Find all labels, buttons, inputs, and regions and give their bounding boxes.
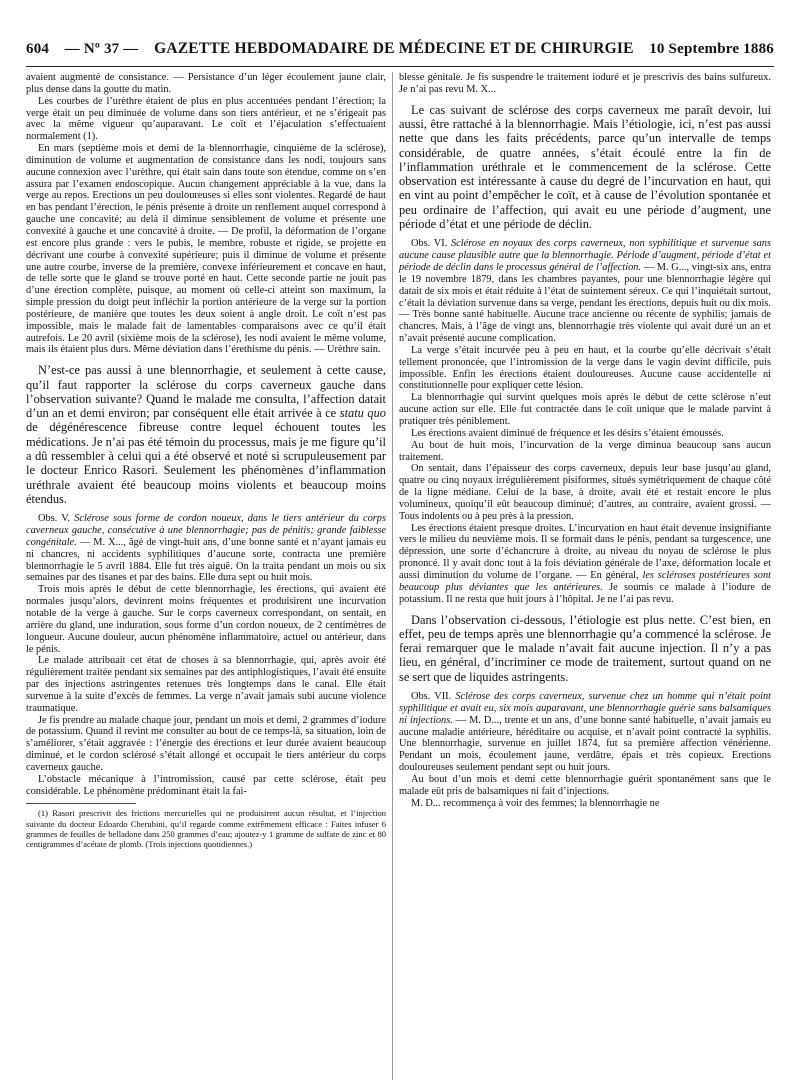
left-column [26,72,386,849]
observation-label: Obs. VI. [411,238,448,250]
paragraph: blesse génitale. Je fis suspendre le traitement ioduré et je prescrivis des bains sulfureux. Je n’ai pas revu M. X... [399,72,771,95]
paragraph: M. D... recommença à voir des femmes; la blennorrhagie ne [411,797,660,809]
paragraph: La verge s’était incurvée peu à peu en haut, et la courbe qu’elle décrivait s’était tellement prononcée, que l’intromission de la verge dans le vagin devint difficile, puis impossible. Enfin les érections étaient douloureuses. Aucune cause accidentelle ni constitutionnelle pour expliquer cette lésion. [399,344,771,392]
paragraph: Je fis prendre au malade chaque jour, pendant un mois et demi, 2 grammes d’iodure de potassium. Quand il revint me consulter au bout de ce temps-là, sa situation, loin de s’améliorer, s’était aggravée : l’énergie des érections et leur durée avaient beaucoup diminué, et le cordon sclérosé s’était allongé et occupait le tiers antérieur du corps caverneux gauche. [26,714,386,773]
observation-title: Sclérose en noyaux des corps caverneux, non syphilitique et survenue sans aucune cause plausible autre que la blennorrhagie. Période d’augment, période d’état et période de déclin dans le processus général de l’affection. [399,238,772,274]
italic-phrase: les scléroses postérieures sont beaucoup plus déviantes que les antérieures. [399,569,771,593]
paragraph: Au bout d’un mois et demi cette blennorrhagie guérit spontanément sans que le malade eût pris de balsamiques ni fait d’injections. [399,773,771,797]
paragraph: N’est-ce pas aussi à une blennorrhagie, et seulement à cette cause, qu’il faut rapporter la sclérose du corps caverneux gauche dans l’observation suivante? Quand le malade me consulta, l’affection datait d’un an et demi environ; par conséquent elle était arrivée à ce statu quo de dégénérescence fibreuse contre lequel échouent toutes les médications. Je n’ai pas été témoin du processus, mais je me figure qu’il a dû ressembler à celui qui a été observé et noté si scrupuleusement par le docteur Enrico Rasori. Seulement les phénomènes d’inflammation uréthrale avaient été beaucoup moins violents et beaucoup moins étendus. [26,363,386,506]
paragraph: Au bout de huit mois, l’incurvation de la verge diminua beaucoup sans aucun traitement. [399,439,771,463]
paragraph: Dans l’observation ci-dessous, l’étiologie est plus nette. C’est bien, en effet, peu de temps après une blennorrhagie qu’a commencé la sclérose. Je ferai remarquer que le malade n’avait fait aucune injection. Il n’y a pas lieu, en général, d’incriminer ce mode de traitement, surtout quand on ne se sert que de liquides astringents. [399,612,771,684]
header-rule [26,66,774,67]
observation-label: Obs. VII. [411,691,452,702]
paragraph: Les érections étaient presque droites. L’incurvation en haut était devenue insignifiante vers le milieu du neuvième mois. Il se formait dans le pénis, pendant sa turgescence, une dépression, une sorte d’échancrure à droite, au niveau du noyau de sclérose le plus prononcé. Il y avait donc tout à la fois déviation générale de l’axe, déformation locale et aussi diminution du volume de l’organe. — En général, les scléroses postérieures sont beaucoup plus déviantes que les antérieures. Je soumis ce malade à l’iodure de potassium. Il ne resta que huit jours à l’hôpital. Je ne l’ai pas revu. [399,522,771,605]
issue-date: 10 Septembre 1886 [649,41,774,57]
column-divider [392,72,393,1080]
paragraph: L’obstacle mécanique à l’intromission, causé par cette sclérose, était peu considérable. Le phénomène prédominant était la fai- [26,773,386,797]
issue-number: — Nº 37 — [64,41,139,57]
paragraph: avaient augmenté de consistance. — Persistance d’un léger écoulement jaune clair, plus dense dans la goutte du matin. [26,72,386,95]
journal-title: GAZETTE HEBDOMADAIRE DE MÉDECINE ET DE CHIRURGIE [154,40,634,57]
footnote: (1) Rasori prescrivit des frictions mercurielles qui ne produisirent aucun résultat, et l’injection suivante du docteur Edoardo Cherubini, qu’il regarde comme extrêmement efficace : Faites infuser 6 grammes de feuilles de belladone dans 250 grammes d’eau; ajoutez-y 1 gramme de sulfate de zinc et 80 centigrammes d’acétate de plomb. (Trois injections quotidiennes.) [26,808,386,850]
observation-5: Obs. V. Sclérose sous forme de cordon noueux, dans le tiers antérieur du corps caverneux gauche, consécutive à une blennorrhagie; pas de pénitis; grande faiblesse congénitale. — M. X..., âgé de vingt-huit ans, d’une bonne santé et n’ayant jamais eu ni chancres, ni accidents syphilitiques d’aucune sorte, contracta une première blennorrhagie le 5 avril 1884. Elle fut très aiguë. On la traita pendant un mois ou six semaines par des tisanes et par des bains. Elle dura sept ou huit mois. [26,513,387,584]
paragraph: Le malade attribuait cet état de choses à sa blennorrhagie, qui, après avoir été régulièrement traitée pendant six semaines par des antiphlogistiques, l’avait été ensuite par des injections astringentes retenues très longtemps dans le canal. Elle était survenue à la suite d’excès de femmes. La verge n’avait jamais subi aucune violence traumatique. [26,655,386,714]
paragraph: Les courbes de l’urèthre étaient de plus en plus accentuées pendant l’érection; la verge était un peu diminuée de volume dans son tiers antérieur, et ne s’érigeait pas avec la même vigueur qu’auparavant. Le coït et l’éjaculation s’effectuaient normalement (1). [26,95,386,143]
paragraph: Les érections avaient diminué de fréquence et les désirs s’étaient émoussés. [411,427,724,439]
paragraph: En mars (septième mois et demi de la blennorrhagie, cinquième de la sclérose), diminution de volume et augmentation de consistance dans les nodi, toujours sans aucune connexion avec l’urèthre, qui était sain dans toute son étendue, comme on s’en assura par l’examen endoscopique. Aucun changement appréciable à la vue, dans la verge au repos. Erections un peu douloureuses si elles sont violentes. Regardé de haut en bas pendant l’érection, le pénis présente à droite un renflement auquel correspond à gauche une concavité; au delà il diminue sensiblement de volume et présente une convexité à gauche et une concavité à droite. — De profil, la déformation de l’organe est encore plus grande : vers le pubis, le membre, robuste et rigide, se projette en décrivant une courbe à convexité supérieure; puis il diminue de volume et présente une autre courbe, inverse de la première, convexe inférieurement et concave en haut, de telle sorte que le gland se trouve porté en haut. Cette seconde partie ne jouit pas d’une érection complète, puisque, au moment où celle-ci atteint son maximum, la simple pression du doigt peut infléchir la portion antérieure de la verge sur la portion postérieure, de manière que toutes les deux soient à angle droit. Le coït n’est pas impossible, mais le malade fait de lamentables comparaisons avec ce qu’il était autrefois. Le 20 avril (sixième mois de la sclérose), les nodi avaient le même volume, mais ils étaient plus durs. Même déviation dans l’érethisme du pénis. — Urèthre sain. [26,143,386,356]
italic-phrase: statu quo [339,406,386,421]
paragraph: On sentait, dans l’épaisseur des corps caverneux, depuis leur base jusqu’au gland, quatre ou cinq noyaux irrégulièrement pisiformes, situés symétriquement de chaque côté de la ligne médiane. Celui de la base, à droite, avait été et restait encore le plus volumineux, quoiqu’il eût beaucoup diminué; d’autres, au contraire, avaient grossi. — Tous indolents ou à peu près à la pression. [399,463,771,522]
observation-6: Obs. VI. Sclérose en noyaux des corps caverneux, non syphilitique et survenue sans aucune cause plausible autre que la blennorrhagie. Période d’augment, période d’état et période de déclin dans le processus général de l’affection. — M. G..., vingt-six ans, entra le 19 novembre 1879, dans les chambres payantes, pour une blennorrhagie légère qui datait de six mois et était réduite à l’état de suintement séreux. Ce qui l’inquiétait surtout, c’était la déviation survenue dans sa verge, pendant les érections, depuis huit ou dix mois. — Très bonne santé habituelle. Aucune trace ancienne ou récente de syphilis; jamais de chancres. Mais, à l’âge de vingt ans, blennorrhagie très violente qui avait duré un an et n’avait présenté aucune complication. [399,238,772,345]
observation-label: Obs. V. [38,513,70,525]
paragraph: La blennorrhagie qui survint quelques mois après le début de cette sclérose n’eut aucune action sur elle. Elle fut contractée dans le coït unique que le malade parvint à pratiquer très péniblement. [399,392,771,428]
observation-title: Sclérose sous forme de cordon noueux, dans le tiers antérieur du corps caverneux gauche, consécutive à une blennorrhagie; pas de pénitis; grande faiblesse congénitale. [26,513,387,548]
page-header [26,40,774,64]
footnote-separator [26,803,136,804]
right-column [399,72,771,809]
paragraph: Trois mois après le début de cette blennorrhagie, les érections, qui avaient été normales jusqu’alors, devinrent moins fréquentes et produisirent une incurvation notable de la verge à gauche. Sur le corps caverneux correspondant, on sentait, en arrière du gland, une induration, sous forme d’un cordon noueux, de 2 centimètres de longueur. Aucune douleur, aucun phénomène inflammatoire, actuel ou antérieur, dans le pénis. [26,584,386,655]
paragraph: Le cas suivant de sclérose des corps caverneux me paraît devoir, lui aussi, être rattaché à la blennorrhagie. Mais l’étiologie, ici, n’est pas aussi nette que dans les faits précédents, parce qu’un intervalle de temps considérable, de quatre années, s’était écoulé entre la fin de l’inflammation uréthrale et le commencement de la sclérose. Cette observation est intéressante à cause du degré de l’incurvation en haut, qui en vint au point d’empêcher le coït, et à cause de l’évolution spontanée et peu ordinaire de l’affection, qui avait eu une période d’augment, une période d’état et une période de déclin. [399,102,771,232]
page-number: 604 [26,41,50,57]
observation-title: Sclérose des corps caverneux, survenue chez un homme qui n’était point syphilitique et avait eu, six mois auparavant, une blennorrhagie guérie sans balsamiques ni injections. [399,691,771,726]
observation-7: Obs. VII. Sclérose des corps caverneux, survenue chez un homme qui n’était point syphilitique et avait eu, six mois auparavant, une blennorrhagie guérie sans balsamiques ni injections. — M. D..., trente et un ans, d’une bonne santé habituelle, n’avait jamais eu aucune maladie antérieure, héréditaire ou acquise, et n’avait point contracté la syphilis. Une blennorrhagie, survenue en juillet 1874, fut sa première affection vénérienne. Pendant un mois, écoulement jaune, verdâtre, épais et très copieux. Erections douloureuses seulement pendant sept ou huit jours. [399,691,771,774]
